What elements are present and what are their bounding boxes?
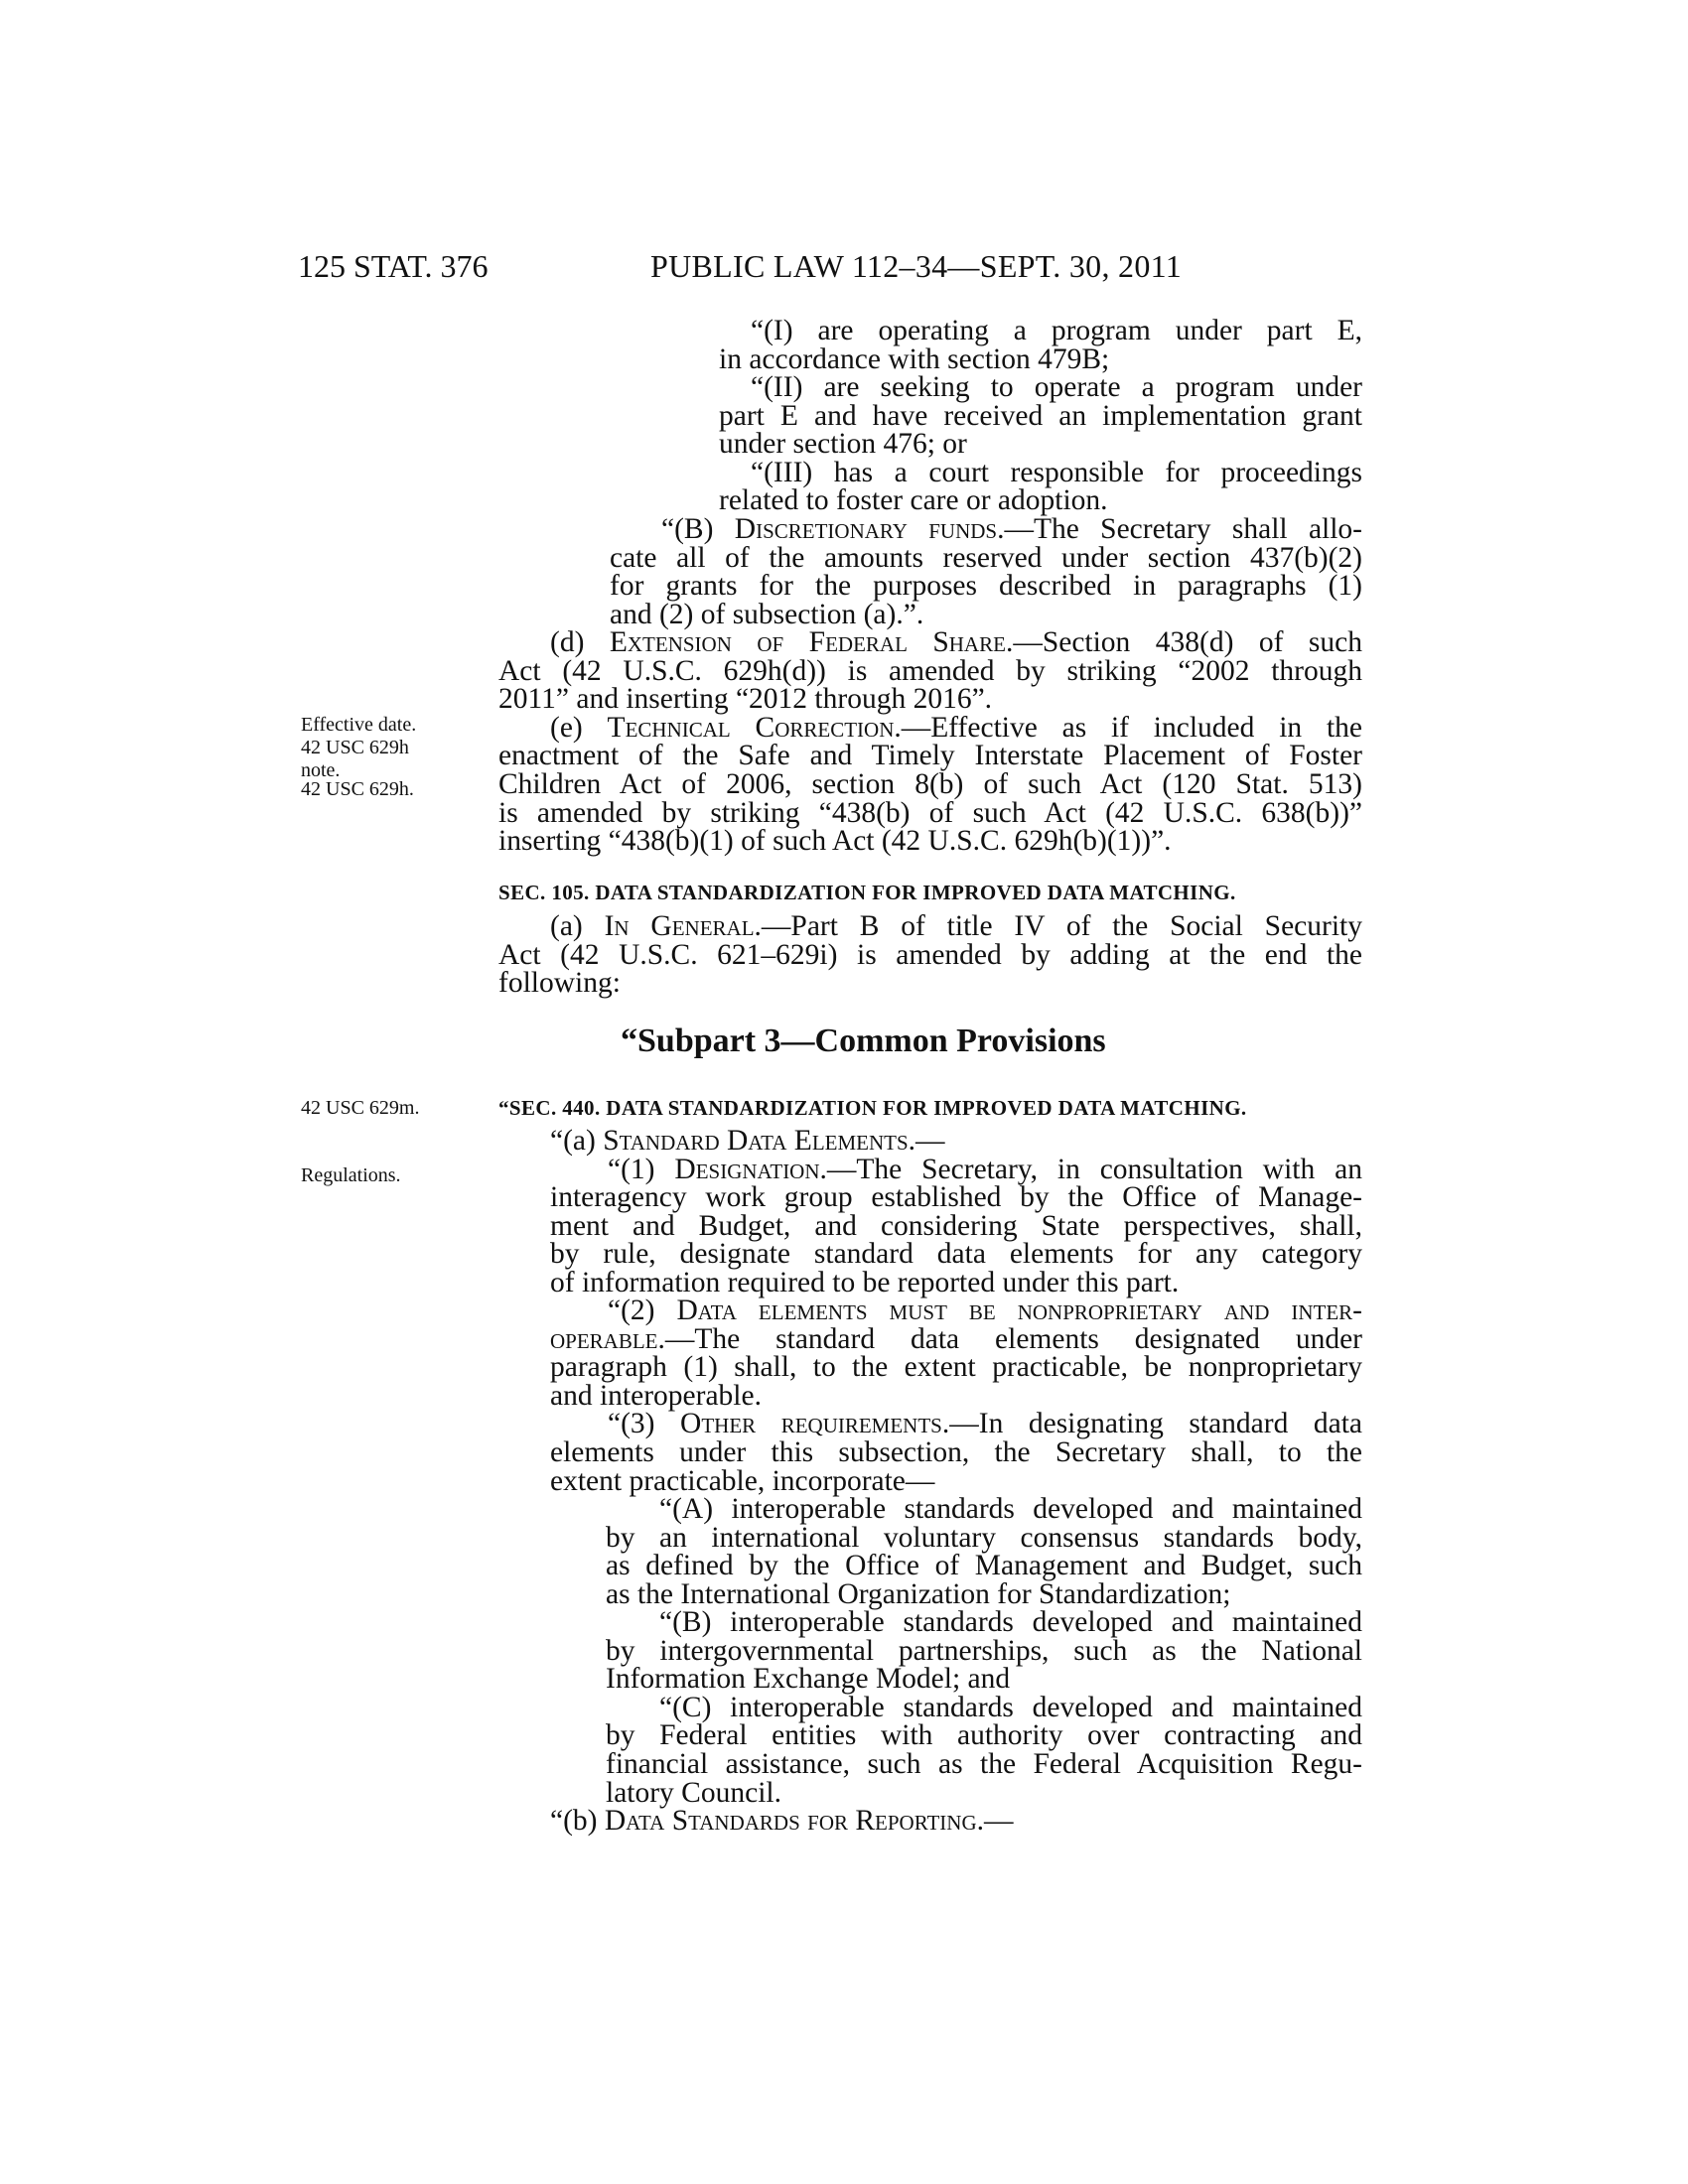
text-line: financial assistance, such as the Federal Acquisition Regu- xyxy=(606,1748,1362,1780)
text-line: “(B) Discretionary funds.—The Secretary shall allo- xyxy=(661,513,1362,545)
text-line: and (2) of subsection (a).”. xyxy=(610,599,924,630)
text-line: ment and Budget, and considering State perspectives, shall, xyxy=(550,1210,1362,1242)
text-line: (d) Extension of Federal Share.—Section 438(d) of such xyxy=(550,626,1362,658)
text-line: “(a) Standard Data Elements.— xyxy=(550,1125,945,1157)
subpart-title: “Subpart 3—Common Provisions xyxy=(621,1023,1106,1059)
text-line: as defined by the Office of Management and Budget, such xyxy=(606,1550,1362,1581)
text-line: “(II) are seeking to operate a program under xyxy=(751,371,1362,403)
text-line: paragraph (1) shall, to the extent practicable, be nonproprietary xyxy=(550,1351,1362,1383)
page-title: PUBLIC LAW 112–34—SEPT. 30, 2011 xyxy=(650,248,1183,284)
text-line: by rule, designate standard data elements for any category xyxy=(550,1238,1362,1270)
text-line: by intergovernmental partnerships, such as the National xyxy=(606,1635,1362,1667)
text-line: latory Council. xyxy=(606,1777,781,1809)
section-heading: SEC. 105. DATA STANDARDIZATION FOR IMPROVED DATA MATCHING. xyxy=(498,881,1236,904)
page-reference: 125 STAT. 376 xyxy=(298,248,489,284)
text-line: for grants for the purposes described in paragraphs (1) xyxy=(610,570,1362,602)
text-line: operable.—The standard data elements designated under xyxy=(550,1323,1362,1355)
text-line: “(I) are operating a program under part E, xyxy=(751,315,1362,346)
text-line: under section 476; or xyxy=(719,428,967,460)
text-line: by Federal entities with authority over contracting and xyxy=(606,1719,1362,1751)
text-line: is amended by striking “438(b) of such Act (42 U.S.C. 638(b))” xyxy=(498,797,1362,829)
text-line: inserting “438(b)(1) of such Act (42 U.S.C. 629h(b)(1))”. xyxy=(498,825,1172,857)
text-line: “(B) interoperable standards developed and maintained xyxy=(659,1606,1362,1638)
text-line: “(C) interoperable standards developed and maintained xyxy=(659,1692,1362,1723)
text-line: and interoperable. xyxy=(550,1380,762,1412)
text-line: “(b) Data Standards for Reporting.— xyxy=(550,1805,1014,1837)
text-line: elements under this subsection, the Secretary shall, to the xyxy=(550,1436,1362,1468)
text-line: of information required to be reported under this part. xyxy=(550,1267,1180,1298)
margin-note: Regulations. xyxy=(301,1164,401,1186)
section-heading: “SEC. 440. DATA STANDARDIZATION FOR IMPROVED DATA MATCHING. xyxy=(498,1096,1247,1120)
text-line: “(2) Data elements must be nonproprietary and inter- xyxy=(608,1295,1362,1326)
text-line: Act (42 U.S.C. 621–629i) is amended by adding at the end the xyxy=(498,939,1362,971)
margin-note: 42 USC 629h. xyxy=(301,778,414,800)
text-line: as the International Organization for Standardization; xyxy=(606,1578,1231,1610)
text-line: enactment of the Safe and Timely Interstate Placement of Foster xyxy=(498,740,1362,771)
text-line: “(A) interoperable standards developed and maintained xyxy=(659,1493,1362,1525)
text-line: 2011” and inserting “2012 through 2016”. xyxy=(498,683,993,715)
margin-note: 42 USC 629h xyxy=(301,737,409,758)
text-line: Information Exchange Model; and xyxy=(606,1663,1011,1695)
text-line: Act (42 U.S.C. 629h(d)) is amended by striking “2002 through xyxy=(498,655,1362,687)
text-line: part E and have received an implementation grant xyxy=(719,400,1362,432)
text-line: interagency work group established by the Office of Manage- xyxy=(550,1181,1362,1213)
margin-note: 42 USC 629m. xyxy=(301,1097,420,1119)
text-line: in accordance with section 479B; xyxy=(719,343,1110,375)
text-line: (e) Technical Correction.—Effective as if included in the xyxy=(550,712,1362,744)
text-line: extent practicable, incorporate— xyxy=(550,1465,935,1497)
text-line: related to foster care or adoption. xyxy=(719,484,1108,516)
text-line: (a) In General.—Part B of title IV of the Social Security xyxy=(550,910,1362,942)
text-line: “(1) Designation.—The Secretary, in consultation with an xyxy=(608,1154,1362,1185)
text-line: cate all of the amounts reserved under section 437(b)(2) xyxy=(610,542,1362,574)
text-line: Children Act of 2006, section 8(b) of such Act (120 Stat. 513) xyxy=(498,768,1362,800)
margin-note: note. xyxy=(301,759,341,781)
margin-note: Effective date. xyxy=(301,714,417,736)
text-line: following: xyxy=(498,967,621,999)
text-line: “(3) Other requirements.—In designating standard data xyxy=(608,1408,1362,1439)
text-line: “(III) has a court responsible for proceedings xyxy=(751,457,1362,488)
text-line: by an international voluntary consensus standards body, xyxy=(606,1522,1362,1554)
